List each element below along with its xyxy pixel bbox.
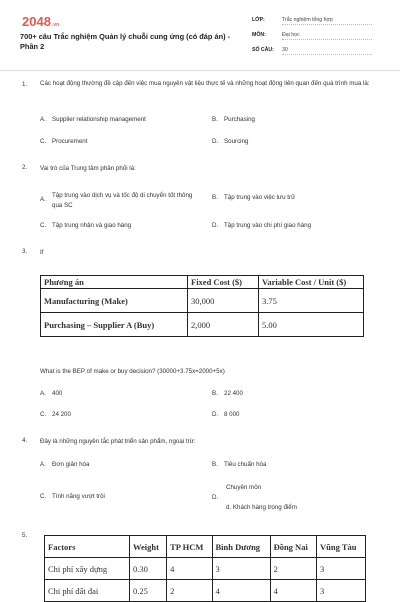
- q2-option-b-text: Tập trung vào việc lưu trữ: [224, 194, 296, 201]
- meta-class-label: LỚP:: [252, 17, 265, 23]
- q5-cell: 2: [270, 558, 316, 580]
- q1-option-c-text: Procurement: [52, 138, 88, 145]
- q5-cell: 0.25: [130, 580, 167, 602]
- q2-option-a[interactable]: [40, 191, 205, 211]
- q5-th-vungtau: Vũng Tàu: [317, 536, 366, 558]
- header-divider: [0, 70, 400, 71]
- meta-class-value: Trắc nghiệm tổng hợp: [282, 17, 372, 25]
- q3-option-b[interactable]: [212, 389, 243, 399]
- q3-option-d-key: D.: [212, 411, 219, 418]
- q1-option-a-text: Supplier relationship management: [52, 116, 146, 123]
- q1-number: 1.: [22, 81, 28, 88]
- q4-option-c-key: C.: [40, 493, 47, 500]
- q3-option-c[interactable]: [40, 410, 71, 420]
- q2-text: Vai trò của Trung tâm phân phối là:: [40, 165, 136, 172]
- q4-option-b-text: Tiêu chuẩn hóa: [224, 461, 267, 468]
- q4-option-d[interactable]: [212, 483, 297, 513]
- q1-option-d[interactable]: [212, 137, 248, 147]
- q5-th-hcm: TP HCM: [167, 536, 212, 558]
- q3-option-d-text: 8 000: [224, 411, 240, 418]
- q3-cell: 2,000: [188, 313, 259, 337]
- q2-number: 2.: [22, 164, 28, 171]
- q2-option-c-key: C.: [40, 222, 47, 229]
- q1-option-b[interactable]: [212, 115, 255, 125]
- table-row: [45, 558, 366, 580]
- q5-cell: 4: [167, 558, 212, 580]
- q4-option-d-text: Chuyên môn: [226, 484, 262, 491]
- q1-option-a-key: A.: [40, 116, 46, 123]
- q5-th-dongnai: Đồng Nai: [270, 536, 316, 558]
- q2-option-a-key: A.: [40, 196, 46, 203]
- q3-th-fixed: Fixed Cost ($): [188, 276, 259, 289]
- q3-option-b-key: B.: [212, 390, 218, 397]
- meta-count-label: SỐ CÂU:: [252, 47, 274, 53]
- q1-option-b-text: Purchasing: [224, 116, 255, 123]
- q5-cell: 3: [317, 558, 366, 580]
- q2-option-d[interactable]: [212, 221, 311, 231]
- q2-option-a-text: Tập trung vào dịch vụ và tốc độ di chuyển tốt thông qua SC: [52, 192, 193, 209]
- q4-number: 4.: [22, 437, 28, 444]
- q5-number: 5.: [22, 532, 28, 539]
- q1-text: Các hoạt động thường đề cập đến việc mua nguyên vật liệu thực tế và những hoạt động liên quan đến quá trình mua là:: [40, 80, 370, 87]
- q1-option-b-key: B.: [212, 116, 218, 123]
- q3-cell: Manufacturing (Make): [41, 289, 188, 313]
- q2-option-b-key: B.: [212, 194, 218, 201]
- q2-option-d-key: D.: [212, 222, 219, 229]
- meta-subject-value: Đại học: [282, 32, 372, 40]
- q2-option-c[interactable]: [40, 221, 131, 231]
- q5-cell: 2: [167, 580, 212, 602]
- q3-th-variable: Variable Cost / Unit ($): [259, 276, 364, 289]
- site-logo[interactable]: 2048.vn: [22, 14, 60, 29]
- q1-option-d-text: Sourcing: [224, 138, 249, 145]
- table-row: [41, 313, 364, 337]
- q5-cell: 4: [270, 580, 316, 602]
- q5-cell: Chi phí xây dựng: [45, 558, 130, 580]
- q3-cost-table: [40, 275, 364, 337]
- q3-th-option: Phương án: [41, 276, 188, 289]
- q3-option-a-text: 400: [52, 390, 63, 397]
- q1-option-d-key: D.: [212, 138, 219, 145]
- q4-option-d-extra: d. Khách hàng trọng điểm: [226, 504, 297, 511]
- q5-cell: 4: [212, 580, 270, 602]
- table-row: [45, 580, 366, 602]
- q4-text: Đây là những nguyên tắc phát triển sản phẩm, ngoại trừ:: [40, 438, 196, 445]
- q5-cell: Chi phí đất đai: [45, 580, 130, 602]
- meta-subject-label: MÔN:: [252, 32, 266, 38]
- q5-cell: 3: [317, 580, 366, 602]
- q4-option-c-text: Tính năng vượt trội: [52, 493, 105, 500]
- q2-option-c-text: Tập trung nhận và giao hàng: [52, 222, 132, 229]
- q4-option-a-text: Đơn giản hóa: [52, 461, 90, 468]
- q5-th-binhduong: Bình Dương: [212, 536, 270, 558]
- q4-option-c[interactable]: [40, 492, 105, 502]
- q3-option-a-key: A.: [40, 390, 46, 397]
- q5-th-factors: Factors: [45, 536, 130, 558]
- q3-cell: 30,000: [188, 289, 259, 313]
- q3-number: 3.: [22, 248, 28, 255]
- q3-question: What is the BEP of make or buy decision? (30000+3.75x=2000+5x): [40, 368, 225, 375]
- q1-option-c[interactable]: [40, 137, 87, 147]
- site-logo-tld: .vn: [51, 22, 60, 28]
- q5-th-weight: Weight: [130, 536, 167, 558]
- q3-option-a[interactable]: [40, 389, 62, 399]
- q5-cell: 3: [212, 558, 270, 580]
- q5-cell: 0.30: [130, 558, 167, 580]
- q3-cell: Purchasing – Supplier A (Buy): [41, 313, 188, 337]
- q3-text: If: [40, 249, 44, 256]
- q2-option-d-text: Tập trung vào chi phí giao hàng: [224, 222, 312, 229]
- meta-count-value: 30: [282, 47, 372, 55]
- q4-option-a[interactable]: [40, 460, 89, 470]
- q3-cell: 3.75: [259, 289, 364, 313]
- q4-option-a-key: A.: [40, 461, 46, 468]
- q1-option-c-key: C.: [40, 138, 47, 145]
- q3-option-d[interactable]: [212, 410, 239, 420]
- q4-option-d-key: D.: [212, 494, 219, 501]
- page-title: 700+ câu Trắc nghiệm Quản lý chuỗi cung ứng (có đáp án) - Phần 2: [20, 32, 231, 51]
- q4-option-b-key: B.: [212, 461, 218, 468]
- q2-option-b[interactable]: [212, 193, 295, 203]
- q3-option-b-text: 22 400: [224, 390, 243, 397]
- q5-table-header-row: [45, 536, 366, 558]
- q3-option-c-key: C.: [40, 411, 47, 418]
- q3-cell: 5.00: [259, 313, 364, 337]
- q1-option-a[interactable]: [40, 115, 146, 125]
- q4-option-b[interactable]: [212, 460, 266, 470]
- table-row: [41, 289, 364, 313]
- q3-option-c-text: 24 200: [52, 411, 71, 418]
- q3-table-header-row: [41, 276, 364, 289]
- q5-factors-table: [44, 535, 366, 602]
